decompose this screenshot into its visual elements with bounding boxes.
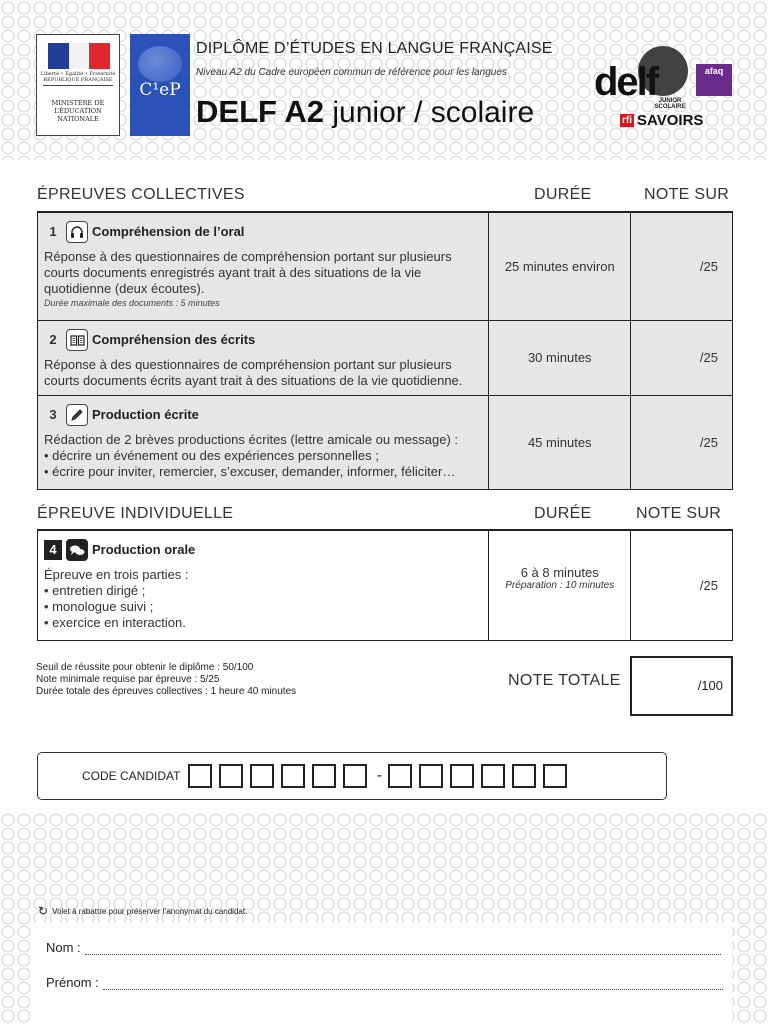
fold-note	[38, 904, 247, 918]
threshold-line: Durée totale des épreuves collectives : 1 heure 40 minutes	[36, 686, 297, 697]
candidate-digit-box[interactable]	[512, 764, 536, 788]
exercise-bullet: • exercice en interaction.	[44, 615, 186, 630]
pencil-icon	[66, 404, 88, 426]
prenom-field[interactable]	[103, 978, 723, 990]
book-icon	[66, 329, 88, 351]
diploma-subtitle: Niveau A2 du Cadre européen commun de référence pour les langues	[196, 67, 507, 78]
ministry-divider	[43, 85, 113, 86]
exercise-title	[44, 221, 482, 243]
individual-table	[37, 529, 733, 641]
anonymity-flap-background	[30, 922, 732, 1024]
exercise-number: 3	[49, 406, 57, 422]
exercise-title	[44, 539, 482, 561]
individual-duration-heading: DURÉE	[534, 505, 592, 522]
collective-table	[37, 211, 733, 490]
candidate-digit-box[interactable]	[219, 764, 243, 788]
exercise-name: Production écrite	[92, 406, 199, 422]
ministry-logo	[36, 34, 120, 136]
rfi-logo-text: SAVOIRS	[637, 112, 704, 129]
candidate-digit-box[interactable]	[188, 764, 212, 788]
exercise-description: Rédaction de 2 brèves productions écrites (lettre amicale ou message) :	[44, 431, 459, 447]
preparation-time: Préparation : 10 minutes	[505, 580, 615, 591]
exercise-bullet: • monologue suivi ;	[44, 599, 154, 614]
prenom-field-row	[46, 975, 723, 990]
exercise-title	[44, 329, 482, 351]
exam-title	[196, 94, 534, 130]
score-cell: /25	[631, 212, 733, 320]
duration-value: 6 à 8 minutes	[520, 565, 599, 580]
exercise-note: Durée maximale des documents : 5 minutes	[44, 298, 220, 308]
collective-duration-heading: DURÉE	[534, 186, 592, 203]
individual-heading: ÉPREUVE INDIVIDUELLE	[37, 505, 234, 522]
ministry-name: MINISTÈRE DE L’ÉDUCATION NATIONALE	[51, 99, 105, 123]
exercise-description: Réponse à des questionnaires de compréhension portant sur plusieurs courts documents écrits ayant trait à des situations de la vie quotidienne.	[44, 356, 463, 388]
rfi-logo-box: rfi	[622, 115, 632, 126]
afaq-logo: afaq	[696, 64, 732, 96]
candidate-code-box	[37, 752, 667, 800]
exercise-cell	[38, 320, 489, 395]
exercise-number: 2	[49, 331, 57, 347]
french-flag-icon	[48, 43, 110, 69]
nom-field[interactable]	[85, 943, 721, 955]
exercise-number: 1	[49, 224, 57, 239]
total-score-field[interactable]: /100	[630, 656, 733, 716]
exercise-bullet: • décrire un événement ou des expériences personnelles ;	[44, 447, 379, 463]
exam-title-sub: junior / scolaire	[332, 96, 535, 129]
headphones-icon	[66, 221, 88, 243]
nom-label: Nom :	[46, 940, 81, 955]
rfi-savoirs-logo	[620, 112, 703, 129]
exercise-description: Réponse à des questionnaires de compréhension portant sur plusieurs courts documents enregistrés ayant trait à des situations de la vie quotidienne (deux écoutes).	[44, 249, 452, 296]
table-row	[38, 212, 733, 320]
candidate-digit-box[interactable]	[450, 764, 474, 788]
candidate-digit-box[interactable]	[250, 764, 274, 788]
candidate-code-dash: -	[376, 767, 383, 784]
threshold-line: Note minimale requise par épreuve : 5/25	[36, 674, 220, 685]
exercise-title	[44, 404, 482, 426]
delf-sub-text: JUNIOR SCOLAIRE	[654, 98, 686, 110]
prenom-label: Prénom :	[46, 975, 99, 990]
candidate-digit-box[interactable]	[343, 764, 367, 788]
candidate-digit-box[interactable]	[419, 764, 443, 788]
fold-arrow-icon: ↻	[38, 904, 49, 918]
republic-text: Liberté • Égalité • Fraternité RÉPUBLIQUE FRANÇAISE	[40, 71, 116, 83]
header	[36, 34, 736, 144]
table-row	[38, 395, 733, 489]
ciep-logo-text: C¹eP	[139, 80, 181, 100]
table-row	[38, 320, 733, 395]
delf-logo-text: delf	[594, 60, 658, 104]
individual-score-heading: NOTE SUR	[636, 505, 722, 522]
exercise-number: 4	[44, 540, 62, 560]
exercise-bullet: • écrire pour inviter, remercier, s’excuser, demander, informer, féliciter…	[44, 463, 456, 479]
exercise-description: Épreuve en trois parties :	[44, 567, 189, 582]
exercise-name: Compréhension de l’oral	[92, 224, 245, 239]
thresholds	[36, 662, 296, 698]
exercise-bullet: • entretien dirigé ;	[44, 583, 146, 598]
ciep-logo	[130, 34, 190, 136]
globe-icon	[138, 46, 182, 82]
candidate-code-label: CODE CANDIDAT	[82, 769, 181, 783]
candidate-digit-box[interactable]	[481, 764, 505, 788]
collective-score-heading: NOTE SUR	[644, 186, 730, 203]
score-cell: /25	[631, 395, 733, 489]
duration-cell: 30 minutes	[489, 320, 631, 395]
total-label: NOTE TOTALE	[508, 672, 621, 689]
delf-logo	[594, 46, 694, 110]
collective-heading: ÉPREUVES COLLECTIVES	[37, 186, 245, 203]
nom-field-row	[46, 940, 721, 955]
speech-bubbles-icon	[66, 539, 88, 561]
score-cell: /25	[631, 320, 733, 395]
candidate-digit-box[interactable]	[312, 764, 336, 788]
exam-title-bold: DELF A2	[196, 94, 325, 129]
fold-note-text: Volet à rabattre pour préserver l’anonymat du candidat.	[52, 906, 248, 916]
exercise-cell	[38, 395, 489, 489]
diploma-title: DIPLÔME D’ÉTUDES EN LANGUE FRANÇAISE	[196, 40, 553, 57]
exercise-cell	[38, 212, 489, 320]
score-cell: /25	[631, 530, 733, 640]
table-row	[38, 530, 733, 640]
duration-cell: 25 minutes environ	[489, 212, 631, 320]
candidate-digit-box[interactable]	[543, 764, 567, 788]
duration-cell: 45 minutes	[489, 395, 631, 489]
candidate-digit-box[interactable]	[388, 764, 412, 788]
candidate-digit-box[interactable]	[281, 764, 305, 788]
exercise-name: Production orale	[92, 542, 196, 557]
exercise-name: Compréhension des écrits	[92, 331, 256, 347]
exercise-cell	[38, 530, 489, 640]
duration-cell	[489, 530, 631, 640]
threshold-line: Seuil de réussite pour obtenir le diplôme : 50/100	[36, 662, 254, 673]
